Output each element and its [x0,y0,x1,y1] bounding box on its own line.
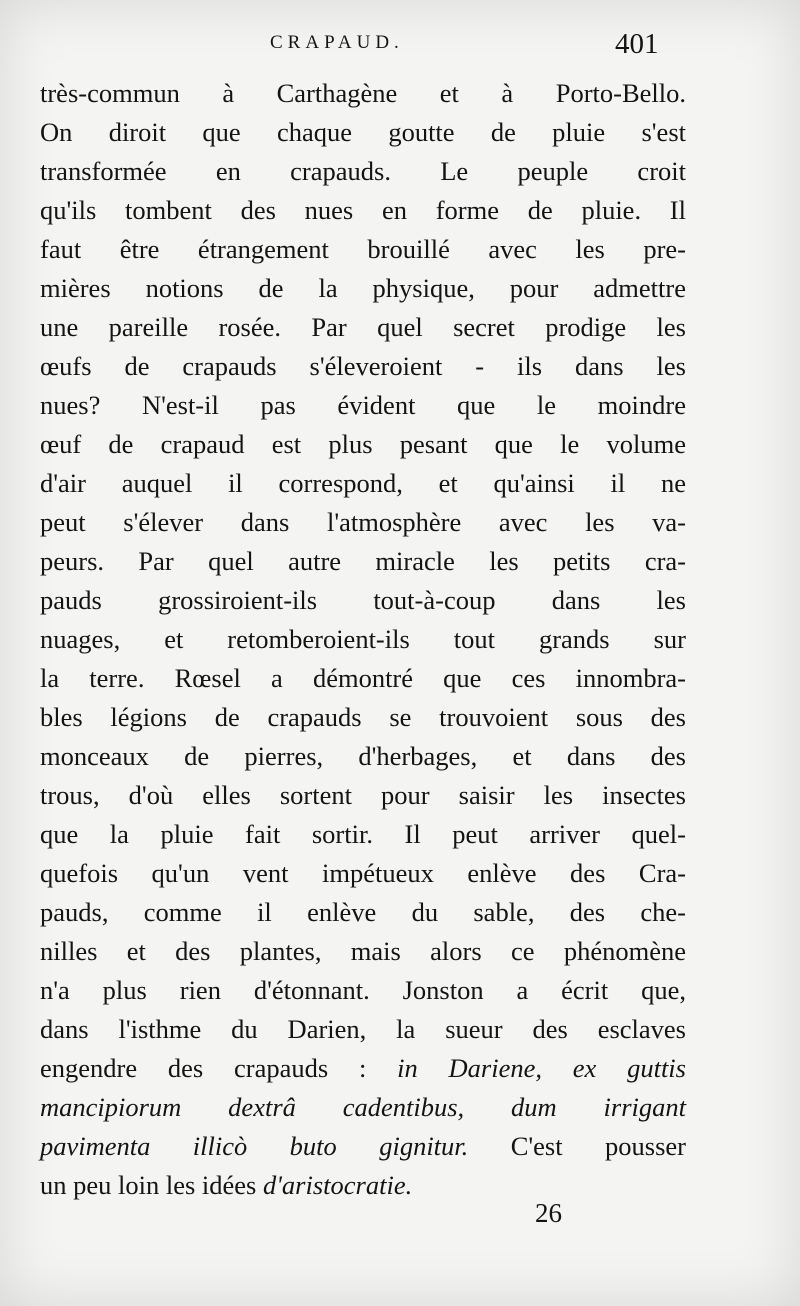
text-line: nues? N'est-il pas évident que le moindre [40,390,686,420]
text-line: pauds grossiroient-ils tout-à-coup dans les [40,585,686,615]
text-line: monceaux de pierres, d'herbages, et dans des [40,741,686,771]
text-line: mières notions de la physique, pour admettre [40,273,686,303]
text-line: bles légions de crapauds se trouvoient sous des [40,702,686,732]
italic-run: pavimenta illicò buto gignitur. [40,1131,469,1161]
text-line-italic [40,1088,686,1127]
roman-run: engendre des crapauds : [40,1053,398,1083]
italic-run: mancipiorum dextrâ cadentibus, dum irrigant [40,1092,686,1122]
text-line-mixed [40,1127,686,1166]
text-line: peut s'élever dans l'atmosphère avec les va- [40,507,686,537]
body-text [40,74,686,1205]
text-line: nuages, et retomberoient-ils tout grands sur [40,624,686,654]
page-number: 401 [615,28,659,60]
text-line: pauds, comme il enlève du sable, des che- [40,897,686,927]
text-line: très-commun à Carthagène et à Porto-Bello. [40,78,686,108]
text-line: transformée en crapauds. Le peuple croit [40,156,686,186]
page-header [40,28,780,68]
roman-run: un peu loin les idées [40,1170,263,1200]
text-line: nilles et des plantes, mais alors ce phénomène [40,936,686,966]
text-line: n'a plus rien d'étonnant. Jonston a écrit que, [40,975,686,1005]
text-line: peurs. Par quel autre miracle les petits cra- [40,546,686,576]
text-line: la terre. Rœsel a démontré que ces innombra- [40,663,686,693]
text-line: d'air auquel il correspond, et qu'ainsi il ne [40,468,686,498]
text-line: faut être étrangement brouillé avec les pre- [40,234,686,264]
italic-run: in Dariene, ex guttis [397,1053,686,1083]
text-line: trous, d'où elles sortent pour saisir les insectes [40,780,686,810]
signature-mark: 26 [535,1198,562,1228]
text-line-mixed [40,1049,686,1088]
text-line-mixed [40,1166,686,1205]
text-line: une pareille rosée. Par quel secret prodige les [40,312,686,342]
text-line: œufs de crapauds s'éleveroient - ils dans les [40,351,686,381]
text-line: que la pluie fait sortir. Il peut arriver quel- [40,819,686,849]
text-line: On diroit que chaque goutte de pluie s'est [40,117,686,147]
text-line: quefois qu'un vent impétueux enlève des Cra- [40,858,686,888]
text-line: dans l'isthme du Darien, la sueur des esclaves [40,1014,686,1044]
text-line: qu'ils tombent des nues en forme de pluie. Il [40,195,686,225]
roman-run: C'est pousser [468,1131,686,1161]
text-line: œuf de crapaud est plus pesant que le volume [40,429,686,459]
running-title: CRAPAUD. [270,32,404,53]
italic-run: d'aristocratie. [263,1170,413,1200]
